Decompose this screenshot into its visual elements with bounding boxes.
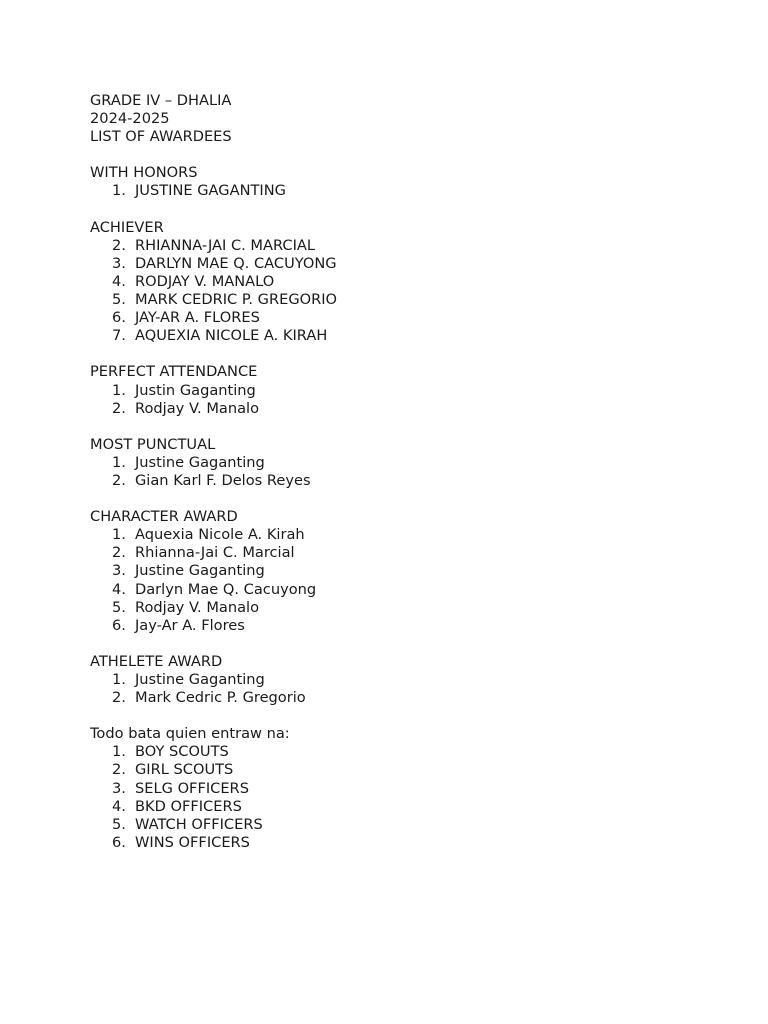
list-item-number: 3.: [112, 254, 126, 272]
awardee-name: BOY SCOUTS: [135, 743, 229, 761]
awardee-name: Darlyn Mae Q. Cacuyong: [135, 580, 317, 598]
list-item: [90, 798, 710, 816]
list-item: [90, 309, 710, 327]
list-item-number: 2.: [112, 399, 126, 417]
list-item-number: 3.: [112, 779, 126, 797]
list-item-number: 4.: [112, 272, 126, 290]
list-item-number: 6.: [112, 616, 126, 634]
awardee-name: AQUEXIA NICOLE A. KIRAH: [135, 327, 328, 345]
award-sections: [90, 146, 710, 852]
list-item-number: 1.: [112, 526, 126, 544]
list-item-number: 1.: [112, 182, 126, 200]
awardee-name: JUSTINE GAGANTING: [135, 182, 286, 200]
list-item-number: 5.: [112, 598, 126, 616]
list-item: [90, 671, 710, 689]
list-item: [90, 526, 710, 544]
blank-line: [90, 201, 710, 219]
document-page: [90, 92, 710, 852]
blank-line: [90, 418, 710, 436]
awardee-name: Mark Cedric P. Gregorio: [135, 689, 306, 707]
blank-line: [90, 490, 710, 508]
section-heading: PERFECT ATTENDANCE: [90, 363, 258, 381]
awardee-name: Rodjay V. Manalo: [135, 598, 260, 616]
list-item: [90, 237, 710, 255]
awardee-name: Jay-Ar A. Flores: [135, 616, 245, 634]
awardee-name: BKD OFFICERS: [135, 797, 242, 815]
list-item: [90, 581, 710, 599]
blank-line: [90, 345, 710, 363]
blank-line: [90, 707, 710, 725]
awardee-name: Justine Gaganting: [135, 671, 265, 688]
blank-line: [90, 635, 710, 653]
document-title: GRADE IV – DHALIA: [90, 92, 232, 109]
list-item-number: 1.: [112, 453, 126, 471]
list-item: [90, 562, 710, 580]
awardee-name: SELG OFFICERS: [135, 779, 249, 797]
list-item-number: 5.: [112, 815, 126, 833]
list-item-number: 2.: [112, 761, 126, 779]
list-item-number: 5.: [112, 291, 126, 309]
list-item: [90, 743, 710, 761]
awardee-name: DARLYN MAE Q. CACUYONG: [135, 254, 337, 272]
list-item: [90, 291, 710, 309]
awardee-name: Justine Gaganting: [135, 453, 265, 471]
awardee-name: Aquexia Nicole A. Kirah: [135, 526, 305, 544]
awardee-name: WATCH OFFICERS: [135, 815, 263, 833]
section-heading: WITH HONORS: [90, 164, 198, 182]
list-item: [90, 544, 710, 562]
section-heading: MOST PUNCTUAL: [90, 435, 216, 453]
awardee-name: Justin Gaganting: [135, 381, 256, 399]
list-item: [90, 255, 710, 273]
list-item-number: 2.: [112, 471, 126, 489]
list-item: [90, 273, 710, 291]
list-item: [90, 617, 710, 635]
awardee-name: RHIANNA-JAI C. MARCIAL: [135, 236, 316, 254]
list-item: [90, 689, 710, 707]
list-item: [90, 400, 710, 418]
awardee-name: RODJAY V. MANALO: [135, 272, 275, 290]
awardee-name: JAY-AR A. FLORES: [135, 309, 260, 327]
awardee-name: Gian Karl F. Delos Reyes: [135, 471, 311, 489]
list-item-number: 1.: [112, 743, 126, 761]
awardee-name: WINS OFFICERS: [135, 833, 250, 851]
list-item-number: 7.: [112, 327, 126, 345]
list-item-number: 4.: [112, 797, 126, 815]
list-item: [90, 816, 710, 834]
section-heading: CHARACTER AWARD: [90, 508, 238, 526]
list-item: [90, 834, 710, 852]
blank-line: [90, 146, 710, 164]
list-item: [90, 454, 710, 472]
list-item-number: 6.: [112, 833, 126, 851]
awardee-name: Rodjay V. Manalo: [135, 399, 260, 417]
list-item: [90, 599, 710, 617]
awardee-name: Rhianna-Jai C. Marcial: [135, 544, 295, 562]
list-item: [90, 182, 710, 200]
list-item-number: 2.: [112, 544, 126, 562]
school-year: 2024-2025: [90, 110, 170, 128]
list-item: [90, 382, 710, 400]
section-heading: Todo bata quien entraw na:: [90, 725, 290, 743]
list-item-number: 1.: [112, 671, 126, 688]
list-item-number: 4.: [112, 580, 126, 598]
section-heading: ATHELETE AWARD: [90, 652, 223, 670]
document-subtitle: LIST OF AWARDEES: [90, 128, 232, 146]
list-item: [90, 761, 710, 779]
list-item-number: 1.: [112, 381, 126, 399]
awardee-name: GIRL SCOUTS: [135, 761, 234, 779]
list-item: [90, 780, 710, 798]
awardee-name: MARK CEDRIC P. GREGORIO: [135, 291, 338, 309]
section-heading: ACHIEVER: [90, 218, 164, 236]
list-item: [90, 472, 710, 490]
list-item: [90, 327, 710, 345]
list-item-number: 6.: [112, 309, 126, 327]
awardee-name: Justine Gaganting: [135, 562, 265, 580]
list-item-number: 3.: [112, 562, 126, 580]
list-item-number: 2.: [112, 236, 126, 254]
list-item-number: 2.: [112, 689, 126, 707]
